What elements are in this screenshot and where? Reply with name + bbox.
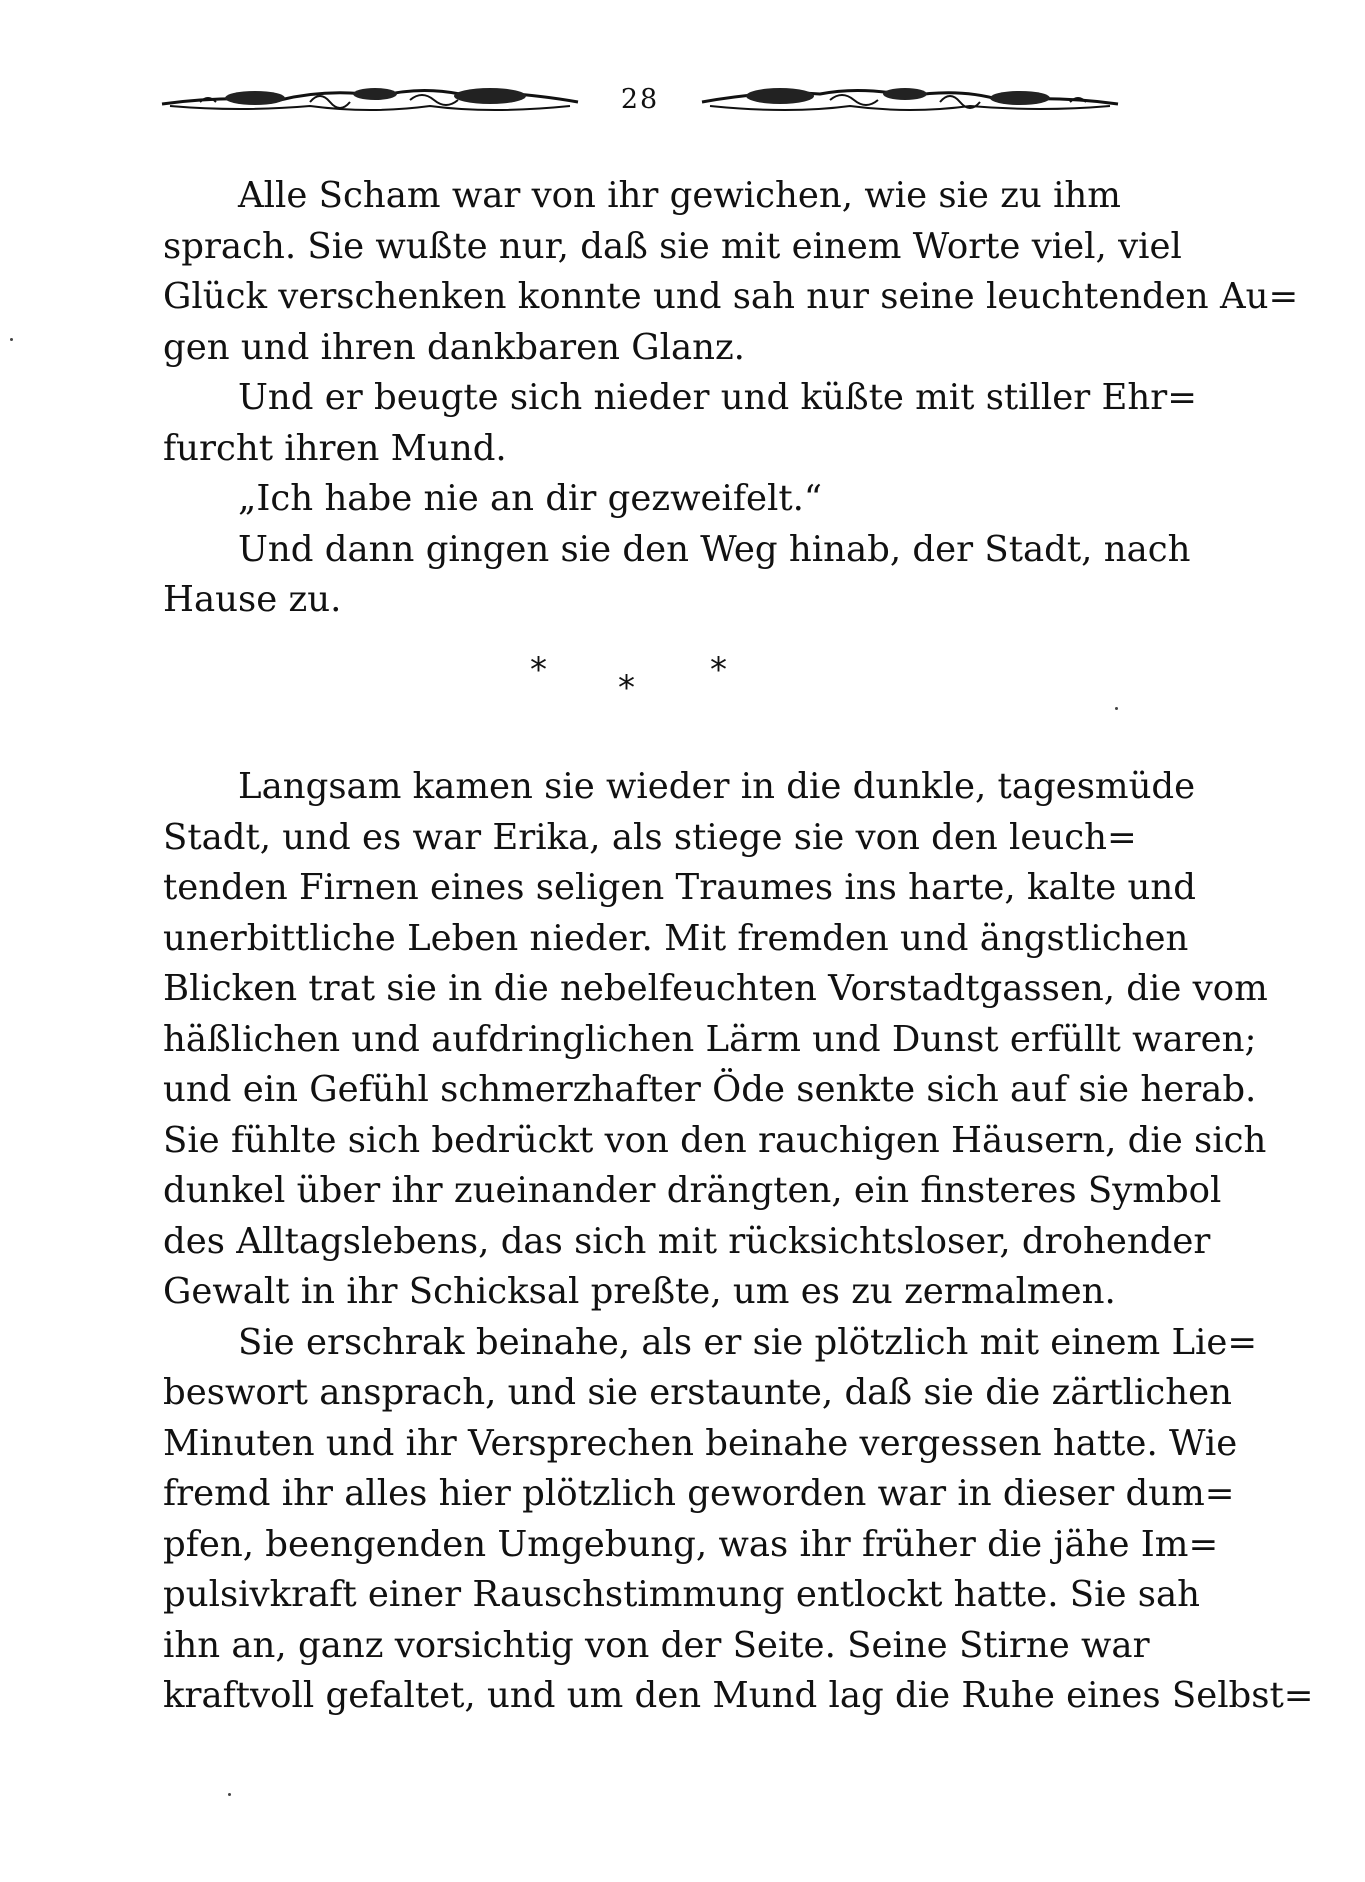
paper-speck	[228, 1793, 231, 1796]
text-line: Minuten und ihr Versprechen beinahe vergessen hatte. Wie	[163, 1422, 1238, 1464]
text-line: Gewalt in ihr Schicksal preßte, um es zu zermalmen.	[163, 1271, 1116, 1312]
text-line: Langsam kamen sie wieder in die dunkle, tagesmüde	[238, 766, 1196, 807]
text-line: pfen, beengenden Umgebung, was ihr früher die jähe Im=	[163, 1523, 1219, 1565]
text-line: Blicken trat sie in die nebelfeuchten Vorstadtgassen, die vom	[163, 968, 1268, 1009]
text-line: und ein Gefühl schmerzhafter Öde senkte sich auf sie herab.	[163, 1069, 1257, 1110]
text-line: unerbittliche Leben nieder. Mit fremden und ängstlichen	[163, 917, 1189, 959]
right-ornament-icon	[700, 78, 1120, 122]
text-line: Sie erschrak beinahe, als er sie plötzlich mit einem Lie=	[238, 1321, 1258, 1363]
text-line: häßlichen und aufdringlichen Lärm und Dunst erfüllt waren;	[163, 1018, 1257, 1060]
text-line: beswort ansprach, und sie erstaunte, daß sie die zärtlichen	[163, 1372, 1233, 1413]
text-line: tenden Firnen eines seligen Traumes ins harte, kalte und	[163, 867, 1197, 908]
page-header	[160, 70, 1120, 130]
separator-star: *	[710, 650, 727, 690]
text-line: Sie fühlte sich bedrückt von den rauchigen Häusern, die sich	[163, 1119, 1267, 1161]
text-line: Und dann gingen sie den Weg hinab, der Stadt, nach	[238, 528, 1191, 570]
paper-speck	[1115, 707, 1118, 710]
paper-speck	[10, 338, 13, 341]
text-line: sprach. Sie wußte nur, daß sie mit einem Worte viel, viel	[163, 225, 1182, 267]
paragraph-block-1	[163, 171, 1299, 626]
paragraph-block-2	[163, 762, 1314, 1722]
text-line: ihn an, ganz vorsichtig von der Seite. Seine Stirne war	[163, 1624, 1150, 1666]
text-line: Alle Scham war von ihr gewichen, wie sie zu ihm	[238, 175, 1121, 216]
text-line: Glück verschenken konnte und sah nur seine leuchtenden Au=	[163, 276, 1299, 317]
text-line: Hause zu.	[163, 579, 342, 620]
separator-star: *	[530, 650, 547, 690]
text-line: kraftvoll gefaltet, und um den Mund lag die Ruhe eines Selbst=	[163, 1675, 1314, 1716]
page-number: 28	[620, 84, 660, 115]
separator-star: *	[618, 668, 635, 708]
text-line: Und er beugte sich nieder und küßte mit stiller Ehr=	[238, 377, 1198, 418]
text-line: des Alltagslebens, das sich mit rücksichtsloser, drohender	[163, 1220, 1211, 1262]
text-line: Stadt, und es war Erika, als stiege sie von den leuch=	[163, 816, 1137, 858]
text-line: fremd ihr alles hier plötzlich geworden war in dieser dum=	[163, 1473, 1235, 1514]
text-line: gen und ihren dankbaren Glanz.	[163, 326, 745, 368]
section-separator	[500, 650, 760, 710]
text-line: „Ich habe nie an dir gezweifelt.“	[238, 478, 823, 519]
text-line: pulsivkraft einer Rauschstimmung entlockt hatte. Sie sah	[163, 1574, 1200, 1615]
text-line: dunkel über ihr zueinander drängten, ein finsteres Symbol	[163, 1170, 1222, 1211]
text-line: furcht ihren Mund.	[163, 427, 507, 469]
